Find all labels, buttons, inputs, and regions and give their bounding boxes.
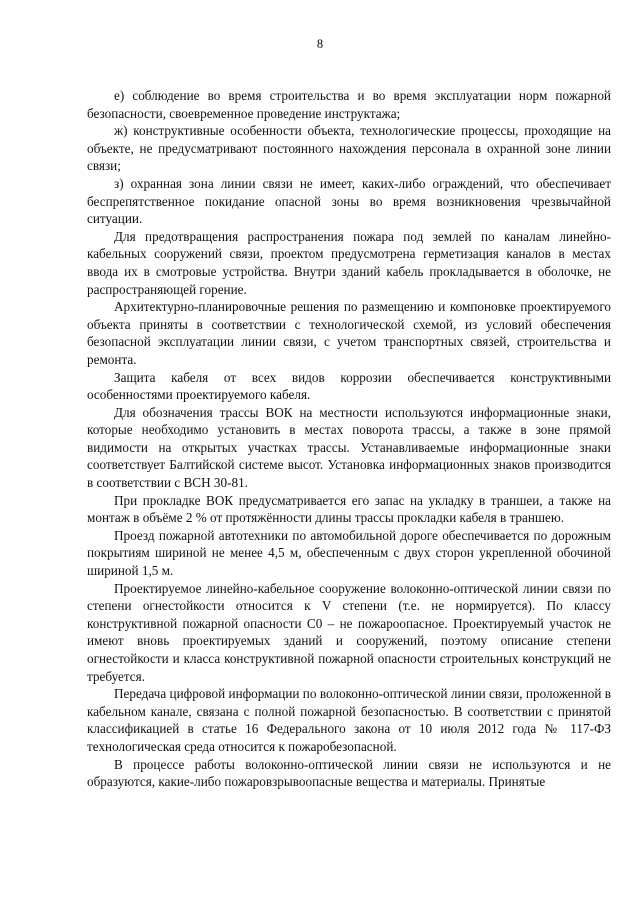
- paragraph-fire-resistance: Проектируемое линейно-кабельное сооружение волоконно-оптической линии связи по степени огнестойкости относится к V степени (т.е. не нормируется). По классу конструктивной пожарной опасности С0 – не пожароопасное. Проектируемый участок не имеют вновь проектируемых зданий и сооружений, поэтому описание степени огнестойкости и класса конструктивной пожарной опасности строительных конструкций не требуется.: [87, 580, 611, 684]
- paragraph-item-z: з) охранная зона линии связи не имеет, каких-либо ограждений, что обеспечивает беспрепятственное покидание опасной зоны во время возникновения чрезвычайной ситуации.: [87, 175, 611, 227]
- paragraph-data-transmission: Передача цифровой информации по волоконно-оптической линии связи, проложенной в кабельном канале, связана с полной пожарной безопасностью. В соответствии с принятой классификацией в статье 16 Федерального закона от 10 июля 2012 года № 117-ФЗ технологическая среда относится к пожаробезопасной.: [87, 686, 611, 754]
- paragraph-item-e: е) соблюдение во время строительства и во время эксплуатации норм пожарной безопасности, своевременное проведение инструктажа;: [87, 88, 611, 121]
- page-number: 8: [316, 37, 324, 51]
- paragraph-corrosion: Защита кабеля от всех видов коррозии обеспечивается конструктивными особенностями проектируемого кабеля.: [87, 369, 611, 403]
- body-text: [87, 87, 611, 791]
- paragraph-fire-spread: Для предотвращения распространения пожара под землей по каналам линейно-кабельных сооружений связи, проектом предусмотрена герметизация каналов в местах ввода их в смотровые устройства. Внутри зданий кабель прокладывается в оболочке, не распространяющей горение.: [87, 228, 611, 297]
- paragraph-signs: Для обозначения трассы ВОК на местности используются информационные знаки, которые необходимо установить в местах поворота трассы, а также в зоне прямой видимости на открытых участках трассы. Устанавливаемые информационные знаки соответствует Балтийской системе высот. Установка информационных знаков производится в соответствии с ВСН 30-81.: [87, 404, 611, 491]
- paragraph-cable-reserve: При прокладке ВОК предусматривается его запас на укладку в траншеи, а также на монтаж в объёме 2 % от протяжённости длины трассы прокладки кабеля в траншею.: [87, 492, 611, 526]
- paragraph-fire-access: Проезд пожарной автотехники по автомобильной дороге обеспечивается по дорожным покрытиям шириной не менее 4,5 м, обеспеченным с двух сторон укрепленной обочиной шириной 1,5 м.: [87, 527, 611, 579]
- paragraph-materials: В процессе работы волоконно-оптической линии связи не используются и не образуются, какие-либо пожаровзрывоопасные вещества и материалы. Принятые: [87, 756, 611, 790]
- paragraph-item-zh: ж) конструктивные особенности объекта, технологические процессы, проходящие на объекте, не предусматривают постоянного нахождения персонала в охранной зоне линии связи;: [87, 123, 611, 174]
- paragraph-architecture: Архитектурно-планировочные решения по размещению и компоновке проектируемого объекта приняты в соответствии с технологической схемой, из условий обеспечения безопасной эксплуатации линии связи, с учетом транспортных связей, строительства и ремонта.: [87, 299, 611, 367]
